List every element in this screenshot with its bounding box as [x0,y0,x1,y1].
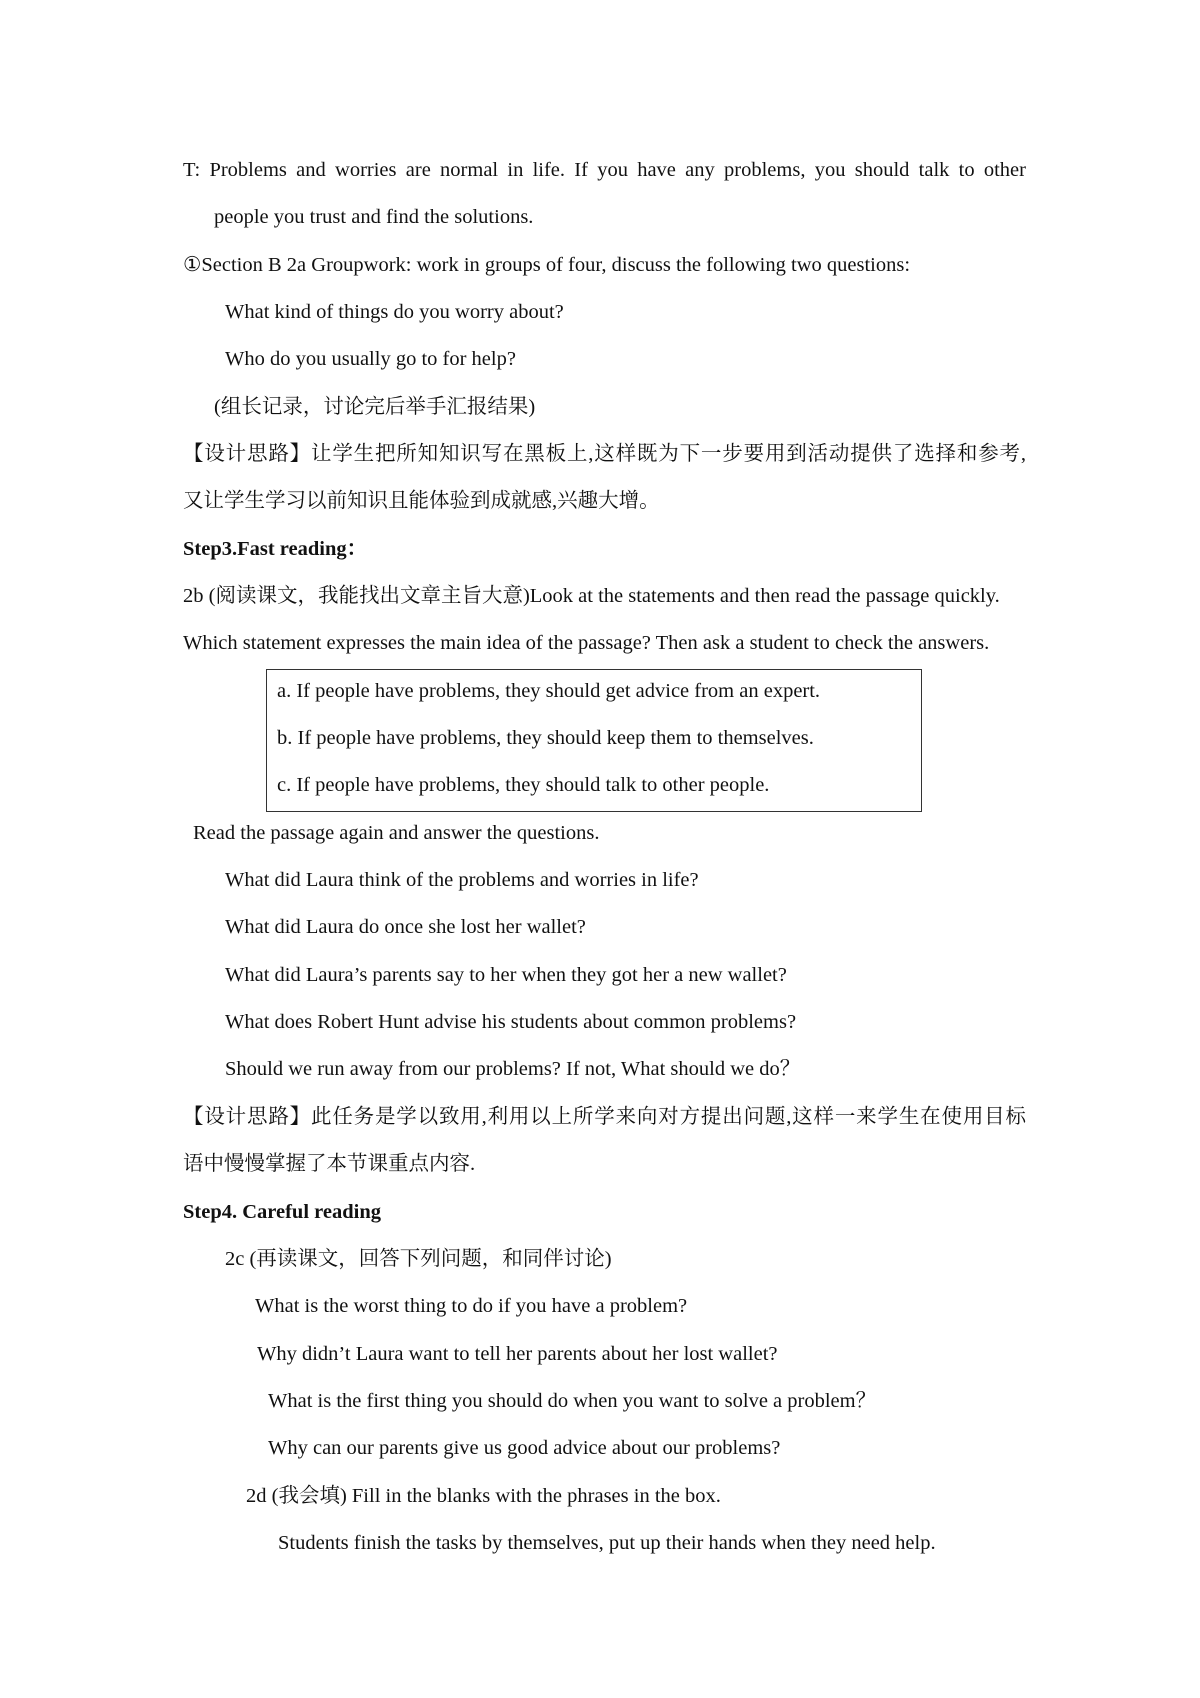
statement-option-c: c. If people have problems, they should talk to other people. [277,774,770,796]
section-b-heading: ①Section B 2a Groupwork: work in groups of four, discuss the following two questions: [183,254,911,276]
reading-question-2: What did Laura do once she lost her wallet? [225,916,586,938]
task-2d-heading: 2d (我会填) Fill in the blanks with the phrases in the box. [246,1485,721,1507]
step4-title: Step4. Careful reading [183,1201,381,1223]
reading-question-1: What did Laura think of the problems and worries in life? [225,869,699,891]
read-again-instruction: Read the passage again and answer the questions. [193,822,600,844]
intro-line-1: T: Problems and worries are normal in life. If you have any problems, you should talk to other [183,159,1026,181]
design-note-1-line-2: 又让学生学习以前知识且能体验到成就感,兴趣大增。 [183,490,660,512]
step3-title: Step3.Fast reading： [183,538,368,560]
section-b-note: (组长记录，讨论完后举手汇报结果) [214,396,536,418]
step3-instruction-line-1: 2b (阅读课文，我能找出文章主旨大意)Look at the statements and then read the passage quickly. [183,585,1000,607]
statement-option-b: b. If people have problems, they should keep them to themselves. [277,727,814,749]
reading-question-3: What did Laura’s parents say to her when they got her a new wallet? [225,964,787,986]
section-b-question-2: Who do you usually go to for help? [225,348,516,370]
design-note-2-line-1: 【设计思路】此任务是学以致用,利用以上所学来向对方提出问题,这样一来学生在使用目标 [183,1106,1026,1128]
step3-instruction-line-2: Which statement expresses the main idea of the passage? Then ask a student to check the answers. [183,632,990,654]
reading-question-4: What does Robert Hunt advise his students about common problems? [225,1011,797,1033]
task-2c-question-4: Why can our parents give us good advice about our problems? [268,1437,781,1459]
task-2c-question-1: What is the worst thing to do if you have a problem? [255,1295,688,1317]
intro-line-2: people you trust and find the solutions. [214,206,534,228]
task-2c-question-2: Why didn’t Laura want to tell her parents about her lost wallet? [257,1343,778,1365]
design-note-2-line-2: 语中慢慢掌握了本节课重点内容. [183,1153,476,1175]
task-2c-heading: 2c (再读课文，回答下列问题，和同伴讨论) [225,1248,612,1270]
reading-question-5: Should we run away from our problems? If not, What should we do？ [225,1058,801,1080]
task-2d-note: Students finish the tasks by themselves, put up their hands when they need help. [278,1532,936,1554]
design-note-1-line-1: 【设计思路】让学生把所知知识写在黑板上,这样既为下一步要用到活动提供了选择和参考, [183,443,1026,465]
statement-option-a: a. If people have problems, they should get advice from an expert. [277,680,821,702]
task-2c-question-3: What is the first thing you should do when you want to solve a problem？ [268,1390,877,1412]
section-b-question-1: What kind of things do you worry about? [225,301,564,323]
